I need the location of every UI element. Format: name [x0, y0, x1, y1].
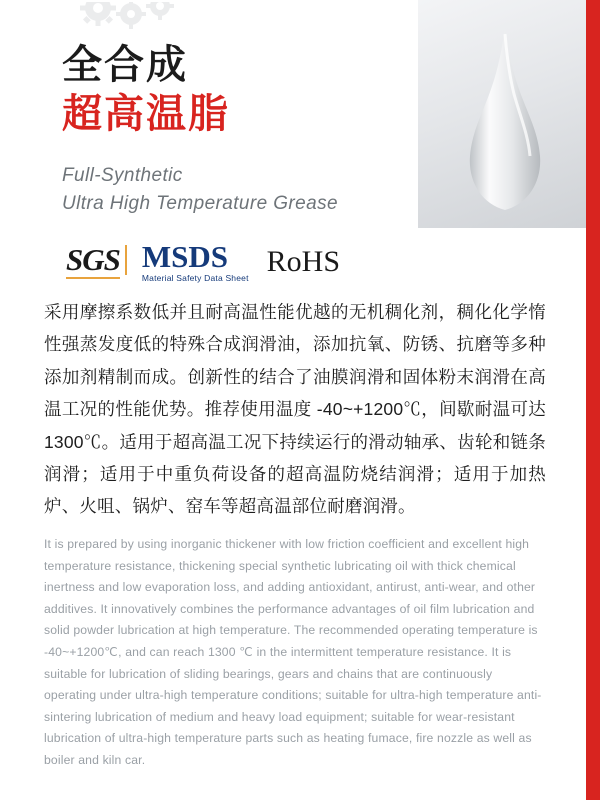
msds-logo-subtitle: Material Safety Data Sheet: [141, 273, 249, 284]
msds-logo-text: MSDS: [141, 239, 229, 275]
page-subtitle-en-line1: Full-Synthetic: [62, 165, 183, 187]
page-subtitle-en-line2: Ultra High Temperature Grease: [62, 192, 338, 214]
sgs-logo-underline: [66, 277, 120, 279]
certification-logos: [62, 238, 542, 286]
title-block: [62, 42, 392, 217]
sgs-logo: [62, 243, 124, 282]
description-english: It is prepared by using inorganic thickener with low friction coefficient and excellent high temperature resistance, thickening special synthetic lubricating oil with thick chemical inertness and low evaporation loss, and adding antioxidant, antirust, anti-wear, and other additives. It innovatively combines the performance advantages of oil film lubrication and solid powder lubrication at high temperature. The recommended operating temperature is -40~+1200℃, and can reach 1300 ℃ in the intermittent temperature resistance. It is suitable for lubrication of sliding bearings, gears and chains that are continuously operating under ultra-high temperature conditions; suitable for ultra-high temperature anti-sintering lubrication of medium and heavy load equipment; suitable for wear-resistant lubrication of ultra-high temperature parts such as heating fumace, fire nozzle as well as boiler and kiln car.: [44, 537, 542, 767]
grease-sample-photo: [418, 0, 586, 228]
rohs-logo-text: RoHS: [266, 245, 341, 278]
msds-logo: [142, 241, 249, 283]
sgs-logo-text: SGS: [66, 241, 120, 277]
page-title-cn-primary: 全合成: [62, 43, 188, 87]
side-accent-bar: [586, 0, 600, 800]
page-subtitle-en: [62, 162, 392, 217]
description-chinese: 采用摩擦系数低并且耐高温性能优越的无机稠化剂，稠化化学惰性强蒸发度低的特殊合成润滑油，添加抗氧、防锈、抗磨等多种添加剂精制而成。创新性的结合了油膜润滑和固体粉末润滑在高温工况的性能优势。推荐使用温度 -40~+1200℃，间歇耐温可达 1300℃。适用于超高温工况下持续运行的滑动轴承、齿轮和链条润滑；适用于中重负荷设备的超高温防烧结润滑；适用于加热炉、火咀、锅炉、窑车等超高温部位耐磨润滑。: [44, 302, 546, 517]
gear-cluster-icon: [68, 2, 268, 42]
rohs-logo: [267, 247, 340, 277]
sgs-logo-tick: [125, 245, 127, 275]
page-title-cn-secondary: 超高温脂: [62, 92, 230, 137]
